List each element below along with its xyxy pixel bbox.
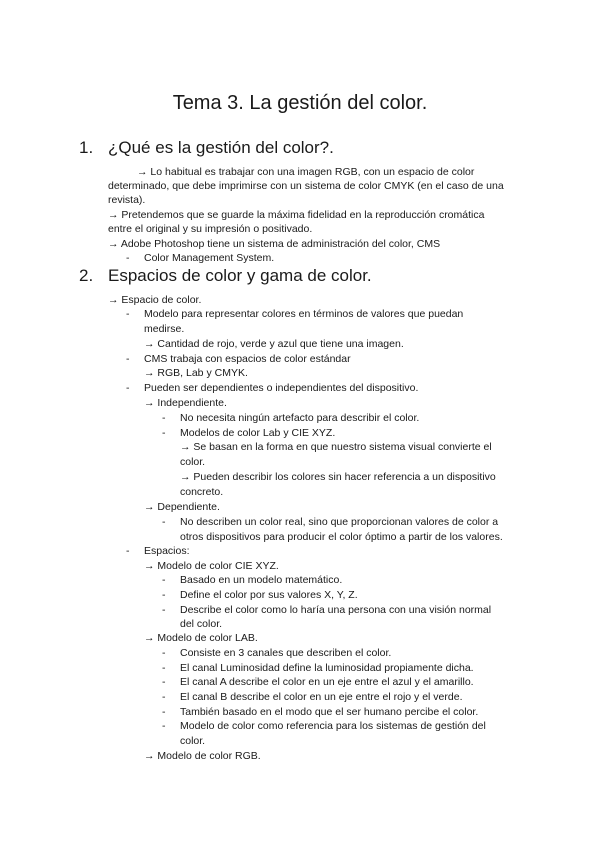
paragraph-line: revista). <box>108 194 146 206</box>
list-item: → Pueden describir los colores sin hacer referencia a un dispositivo <box>180 471 496 483</box>
list-item: Pueden ser dependientes o independientes del dispositivo. <box>144 382 419 394</box>
bullet-dash: - <box>162 662 166 674</box>
list-item: También basado en el modo que el ser humano percibe el color. <box>180 706 479 718</box>
list-item: El canal B describe el color en un eje entre el rojo y el verde. <box>180 691 463 703</box>
paragraph-line: → Lo habitual es trabajar con una imagen RGB, con un espacio de color <box>137 166 475 178</box>
list-item: → Se basan en la forma en que nuestro sistema visual convierte el <box>180 441 492 453</box>
list-item: color. <box>180 735 206 747</box>
list-item: del color. <box>180 618 223 630</box>
bullet-dash: - <box>162 574 166 586</box>
list-item: Basado en un modelo matemático. <box>180 574 343 586</box>
bullet-dash: - <box>126 252 130 264</box>
bullet-dash: - <box>162 706 166 718</box>
bullet-dash: - <box>162 589 166 601</box>
list-item: color. <box>180 456 206 468</box>
paragraph-line: → Pretendemos que se guarde la máxima fidelidad en la reproducción cromática <box>108 209 485 221</box>
bullet-dash: - <box>126 545 130 557</box>
bullet-dash: - <box>162 604 166 616</box>
paragraph-line: → Espacio de color. <box>108 294 202 306</box>
list-item: No describen un color real, sino que proporcionan valores de color a <box>180 516 499 528</box>
section-number: 2. <box>79 266 94 285</box>
bullet-dash: - <box>126 308 130 320</box>
bullet-dash: - <box>162 412 166 424</box>
list-item: → Independiente. <box>144 397 227 409</box>
list-item: Espacios: <box>144 545 190 557</box>
list-item: Define el color por sus valores X, Y, Z. <box>180 589 358 601</box>
bullet-dash: - <box>126 353 130 365</box>
list-item: → Cantidad de rojo, verde y azul que tiene una imagen. <box>144 338 404 350</box>
bullet-dash: - <box>162 676 166 688</box>
list-item: → Dependiente. <box>144 501 220 513</box>
bullet-dash: - <box>162 720 166 732</box>
list-item: Color Management System. <box>144 252 275 264</box>
list-item: Modelo de color como referencia para los sistemas de gestión del <box>180 720 486 732</box>
section-title: ¿Qué es la gestión del color?. <box>108 138 334 157</box>
bullet-dash: - <box>126 382 130 394</box>
list-item: medirse. <box>144 323 185 335</box>
list-item: Modelo para representar colores en términos de valores que puedan <box>144 308 464 320</box>
bullet-dash: - <box>162 427 166 439</box>
section-number: 1. <box>79 138 94 157</box>
paragraph-line: entre el original y su impresión o positivado. <box>108 223 313 235</box>
list-item: → Modelo de color LAB. <box>144 632 258 644</box>
page-title: Tema 3. La gestión del color. <box>172 92 428 114</box>
list-item: Modelos de color Lab y CIE XYZ. <box>180 427 336 439</box>
section-title: Espacios de color y gama de color. <box>108 266 372 285</box>
bullet-dash: - <box>162 647 166 659</box>
list-item: El canal A describe el color en un eje entre el azul y el amarillo. <box>180 676 474 688</box>
paragraph-line: → Adobe Photoshop tiene un sistema de administración del color, CMS <box>108 238 441 250</box>
bullet-dash: - <box>162 691 166 703</box>
list-item: → RGB, Lab y CMYK. <box>144 367 248 379</box>
list-item: Describe el color como lo haría una persona con una visión normal <box>180 604 492 616</box>
list-item: El canal Luminosidad define la luminosidad propiamente dicha. <box>180 662 474 674</box>
list-item: No necesita ningún artefacto para describir el color. <box>180 412 420 424</box>
list-item: CMS trabaja con espacios de color estándar <box>144 353 351 365</box>
list-item: concreto. <box>180 486 224 498</box>
bullet-dash: - <box>162 516 166 528</box>
list-item: Consiste en 3 canales que describen el color. <box>180 647 392 659</box>
list-item: → Modelo de color RGB. <box>144 750 261 762</box>
list-item: otros dispositivos para producir el color óptimo a partir de los valores. <box>180 531 503 543</box>
paragraph-line: determinado, que debe imprimirse con un sistema de color CMYK (en el caso de una <box>108 180 504 192</box>
list-item: → Modelo de color CIE XYZ. <box>144 560 279 572</box>
